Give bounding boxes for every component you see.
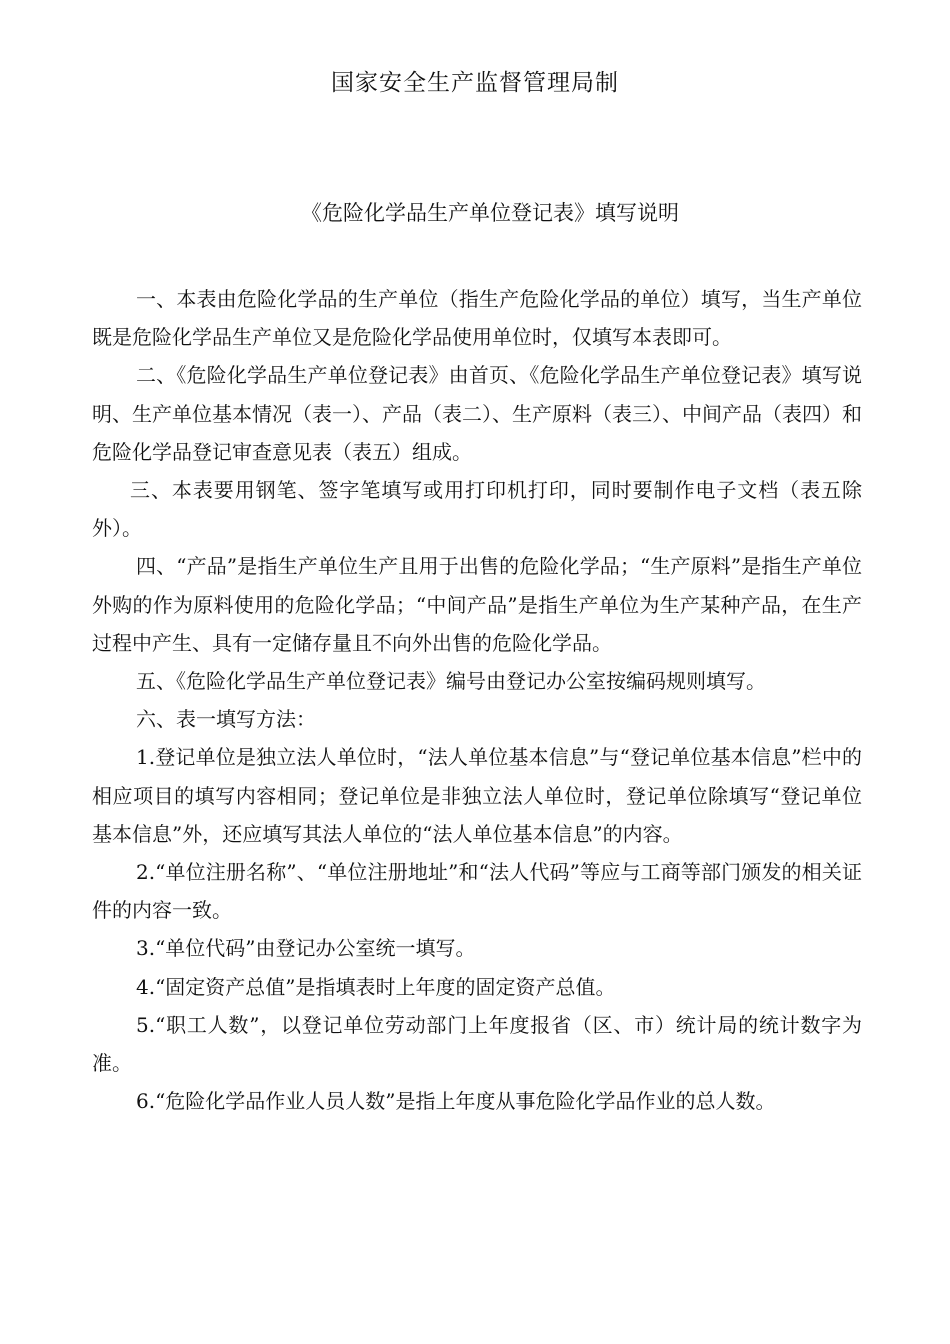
paragraph-3: 三、本表要用钢笔、签字笔填写或用打印机打印，同时要制作电子文档（表五除外）。	[92, 478, 862, 541]
paragraph-6-5: 5.“职工人数”，以登记单位劳动部门上年度报省（区、市）统计局的统计数字为准。	[92, 1012, 862, 1076]
paragraph-6-4: 4.“固定资产总值”是指填表时上年度的固定资产总值。	[136, 974, 616, 999]
paragraph-6-6: 6.“危险化学品作业人员人数”是指上年度从事危险化学品作业的总人数。	[136, 1089, 776, 1114]
issuer-line: 国家安全生产监督管理局制	[331, 70, 619, 96]
paragraph-1: 一、本表由危险化学品的生产单位（指生产危险化学品的单位）填写，当生产单位既是危险化学品生产单位又是危险化学品使用单位时，仅填写本表即可。	[92, 287, 862, 350]
paragraph-6-1: 1.登记单位是独立法人单位时，“法人单位基本信息”与“登记单位基本信息”栏中的相应项目的填写内容相同；登记单位是非独立法人单位时，登记单位除填写“登记单位基本信息”外，还应填写其法人单位的“法人单位基本信息”的内容。	[92, 745, 862, 846]
paragraph-6: 六、表一填写方法：	[136, 707, 316, 732]
instructions-body	[92, 280, 862, 1120]
paragraph-2: 二、《危险化学品生产单位登记表》由首页、《危险化学品生产单位登记表》填写说明、生产单位基本情况（表一）、产品（表二）、生产原料（表三）、中间产品（表四）和危险化学品登记审查意见表（表五）组成。	[92, 363, 862, 464]
paragraph-6-2: 2.“单位注册名称”、“单位注册地址”和“法人代码”等应与工商等部门颁发的相关证件的内容一致。	[92, 860, 862, 923]
paragraph-6-3: 3.“单位代码”由登记办公室统一填写。	[136, 936, 476, 961]
document-title: 《危险化学品生产单位登记表》填写说明	[301, 201, 679, 225]
paragraph-4: 四、“产品”是指生产单位生产且用于出售的危险化学品；“生产原料”是指生产单位外购的作为原料使用的危险化学品；“中间产品”是指生产单位为生产某种产品，在生产过程中产生、具有一定储存量且不向外出售的危险化学品。	[92, 554, 862, 655]
paragraph-5: 五、《危险化学品生产单位登记表》编号由登记办公室按编码规则填写。	[136, 669, 766, 694]
